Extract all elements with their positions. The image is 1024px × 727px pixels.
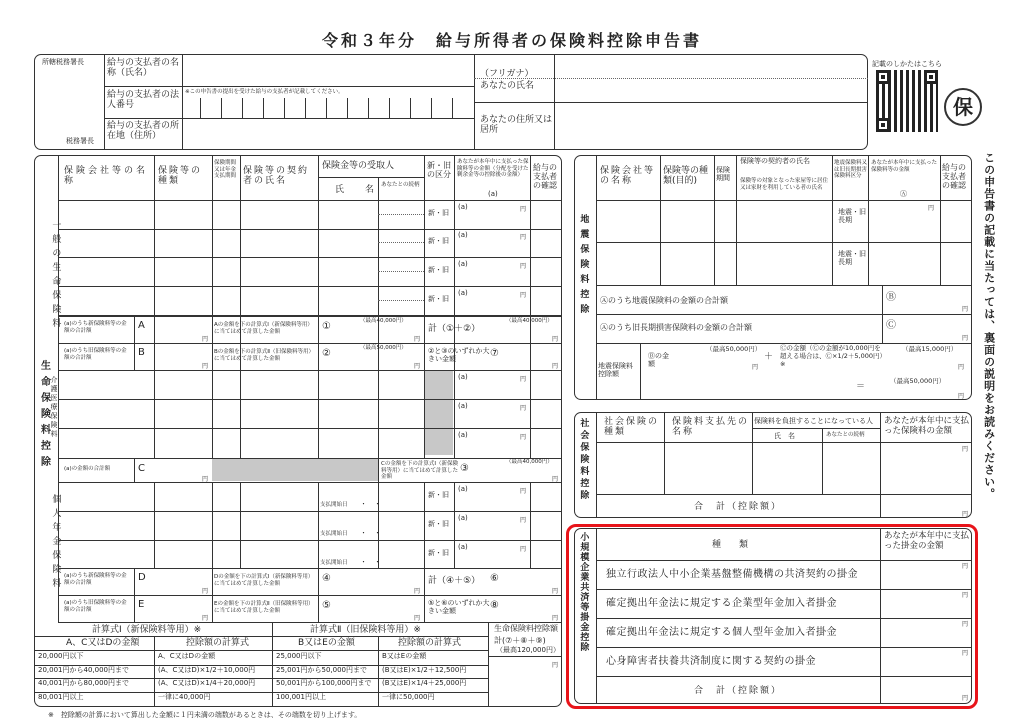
max-40000-1: （最高40,000円） bbox=[360, 318, 407, 324]
calc-ii-range: 25,000円以下 bbox=[276, 652, 322, 660]
max-50000-2: （最高50,000円） bbox=[360, 345, 407, 351]
side-note: この申告書の記載に当たっては、裏面の説明をお読みください。 bbox=[982, 152, 996, 500]
calc-i-head-amt: A、C又はDの金額 bbox=[66, 638, 140, 648]
pension-label: 個人年金保険料 bbox=[50, 494, 61, 592]
calc-i-range: 20,000円以下 bbox=[38, 652, 84, 660]
pension-a-mark: (a) bbox=[458, 543, 468, 551]
soc-yen: 円 bbox=[962, 446, 969, 453]
life-col-company: 保険会社等の名称 bbox=[64, 166, 149, 187]
life-col-relation: あなたとの続柄 bbox=[381, 182, 420, 188]
row-e-label: (a)のうち旧保険料等の金額の合計額 bbox=[64, 600, 127, 613]
row-c-yen: 円 bbox=[202, 476, 209, 483]
calc-ii-note-b: Bの金額を下の計算式Ⅱ（旧保険料等用）に当てはめて計算した金額 bbox=[214, 349, 314, 362]
pension-start-date: ・ ・ bbox=[360, 500, 381, 508]
pension-yen: 円 bbox=[520, 517, 527, 524]
relation-dot bbox=[378, 214, 424, 215]
life-section-label: 生命保険料控除 bbox=[38, 360, 50, 472]
care-row-divider bbox=[58, 399, 562, 400]
social-section-label: 社会保険料控除 bbox=[578, 418, 589, 502]
calc-ii-formula: 一律に50,000円 bbox=[382, 692, 435, 701]
row-a-yen: 円 bbox=[202, 336, 209, 343]
eq-row-old: Ⓐのうち旧長期損害保険料の金額の合計額 bbox=[600, 323, 752, 332]
calc-ii-formula: (B又はE)×1/2＋12,500円 bbox=[382, 665, 467, 674]
sb-row-yen: 円 bbox=[962, 592, 969, 599]
eq-final-yen: 円 bbox=[958, 393, 965, 400]
soc-col-amount: あなたが本年中に支払った保険料の金額 bbox=[884, 416, 970, 436]
pension-yen: 円 bbox=[520, 488, 527, 495]
life-col-recipient: 保険金等の受取人 bbox=[322, 161, 395, 171]
pension-col-line bbox=[212, 482, 213, 568]
sb-row-divider bbox=[596, 560, 972, 561]
pension-row-divider bbox=[58, 540, 562, 541]
eq-col-contractor: 保険等の契約者の氏名 bbox=[740, 157, 810, 165]
qr-code[interactable] bbox=[876, 70, 938, 132]
calc-i-formula: A、C又はDの金額 bbox=[158, 652, 216, 660]
life-row-divider bbox=[58, 315, 562, 316]
sb-col-amount: あなたが本年中に支払った掛金の金額 bbox=[884, 531, 970, 551]
eq-col-period: 保険期間 bbox=[716, 166, 730, 183]
eq-col-company: 保険会社等の名称 bbox=[600, 166, 656, 187]
calc-d-note: Dの金額を下の計算式Ⅰ（新保険料等用）に当てはめて計算した金額 bbox=[214, 574, 314, 587]
row-d-label: (a)のうち新保険料等の金額の合計額 bbox=[64, 573, 127, 586]
care-row-divider bbox=[58, 428, 562, 429]
life-newold: 新・旧 bbox=[428, 295, 449, 303]
your-name-label: あなたの氏名 bbox=[480, 81, 535, 91]
max-40000-sum: （最高40,000円） bbox=[506, 318, 553, 324]
bigger-of-5-6: ⑤と⑥のいずれか大きい金額 bbox=[428, 599, 490, 616]
circle-5: ⑤ bbox=[322, 600, 331, 611]
circle-3: ③ bbox=[460, 463, 469, 474]
life-col-amount-a: (a) bbox=[488, 190, 498, 198]
eq-b2-yen: 円 bbox=[752, 364, 759, 371]
eq-col-kind: 地震保険料又は旧長期損害保険料区分 bbox=[834, 160, 868, 180]
pension-newold: 新・旧 bbox=[428, 549, 449, 557]
sb-row-divider bbox=[596, 647, 972, 648]
payer-number-digit-box[interactable] bbox=[263, 98, 264, 118]
life-col-recipient-name: 氏 名 bbox=[335, 185, 381, 195]
pension-newold: 新・旧 bbox=[428, 520, 449, 528]
sb-row-yen: 円 bbox=[962, 621, 969, 628]
shaded-c bbox=[212, 459, 378, 481]
payer-number-digit-box[interactable] bbox=[326, 98, 327, 118]
sum-4-5: 計（④＋⑤） bbox=[428, 576, 481, 586]
max-40000-3: （最高40,000円） bbox=[506, 459, 553, 465]
circle-6: ⑥ bbox=[490, 573, 499, 584]
calc-i-range: 80,001円以上 bbox=[38, 692, 84, 701]
bigger-of-2-3: ②と③のいずれか大きい金額 bbox=[428, 347, 490, 364]
eq-b-yen: 円 bbox=[962, 306, 969, 313]
calc-ii-head-amt: B又はEの金額 bbox=[298, 638, 355, 648]
shaded-care bbox=[425, 371, 453, 455]
care-yen: 円 bbox=[520, 405, 527, 412]
row-e-yen: 円 bbox=[202, 615, 209, 622]
relation-dot bbox=[378, 300, 424, 301]
small-business-label: 小規模企業共済等掛金控除 bbox=[578, 532, 589, 652]
life-a-mark: (a) bbox=[458, 289, 468, 297]
life-col-type: 保険等の種類 bbox=[158, 166, 203, 187]
pension-start-label: 支払開始日 bbox=[320, 502, 348, 508]
tax-office-suffix: 税務署長 bbox=[66, 137, 94, 145]
row-a-label: (a)のうち新保険料等の金額の合計額 bbox=[64, 321, 127, 334]
pension-start-label: 支払開始日 bbox=[320, 531, 348, 537]
pension-col-line bbox=[318, 482, 319, 568]
earthquake-section-label: 地震保険料控除 bbox=[578, 214, 589, 319]
payer-name-label: 給与の支払者の名称（氏名） bbox=[107, 58, 180, 79]
sb-row-label: 確定拠出年金法に規定する個人型年金加入者掛金 bbox=[606, 627, 837, 638]
life-yen: 円 bbox=[520, 292, 527, 299]
payer-number-digit-box[interactable] bbox=[242, 98, 243, 118]
calc-i-formula: (A、C又はD)×1/4＋20,000円 bbox=[158, 679, 256, 687]
calc-ii-range: 50,001円から100,000円まで bbox=[276, 679, 372, 687]
soc-total-yen: 円 bbox=[962, 511, 969, 518]
pension-newold: 新・旧 bbox=[428, 491, 449, 499]
life-row-divider bbox=[58, 229, 562, 230]
sb-row-label: 独立行政法人中小企業基盤整備機構の共済契約の掛金 bbox=[606, 569, 858, 580]
circle-2: ② bbox=[322, 348, 331, 359]
pension-col-line bbox=[424, 482, 425, 568]
life-a-mark: (a) bbox=[458, 260, 468, 268]
eq-b-mark: Ⓑ bbox=[886, 292, 896, 303]
eq-c-yen: 円 bbox=[962, 335, 969, 342]
calc-i-formula: (A、C又はD)×1/2＋10,000円 bbox=[158, 665, 256, 674]
sb-row-yen: 円 bbox=[962, 563, 969, 570]
pension-col-line bbox=[378, 482, 379, 568]
life-col-amount: あなたが本年中に支払った保険料等の金額（分配を受けた剰余金等の控除後の金額） bbox=[457, 159, 529, 179]
payer-address-label: 給与の支払者の所在地（住所） bbox=[107, 121, 180, 142]
life-col-contractor: 保険等の契約者の氏名 bbox=[243, 166, 310, 187]
highlight-box bbox=[566, 524, 978, 709]
pension-col-line bbox=[454, 482, 455, 568]
pension-a-mark: (a) bbox=[458, 485, 468, 493]
pension-start-date: ・ ・ bbox=[360, 529, 381, 537]
payer-number-digit-box[interactable] bbox=[431, 98, 432, 118]
yen-7: 円 bbox=[552, 363, 559, 370]
payer-number-digit-box[interactable] bbox=[347, 98, 348, 118]
life-row-divider bbox=[58, 286, 562, 287]
eq-final-max: （最高50,000円） bbox=[890, 377, 946, 385]
eq-c-amount: Ⓒの金額（Ⓒの金額が10,000円を超える場合は、Ⓒ×1/2＋5,000円）※ bbox=[780, 344, 883, 368]
payer-number-digit-box[interactable] bbox=[410, 98, 411, 118]
payer-number-note: ※この申告書の提出を受けた給与の支払者が記載してください。 bbox=[185, 89, 344, 95]
sb-total-yen: 円 bbox=[962, 695, 969, 702]
calc-i-title: 計算式Ⅰ（新保険料等用）※ bbox=[92, 625, 202, 635]
payer-number-label: 給与の支払者の法人番号 bbox=[107, 90, 180, 111]
sb-row-divider bbox=[596, 676, 972, 677]
calc-i-range: 40,001円から80,000円まで bbox=[38, 679, 129, 687]
life-yen: 円 bbox=[520, 206, 527, 213]
eq-kind-2: 地震・旧長期 bbox=[838, 250, 866, 267]
qr-caption: 記載のしかたはこちら bbox=[872, 60, 942, 68]
life-total-label: 生命保険料控除額 bbox=[494, 624, 558, 633]
furigana-label: （フリガナ） bbox=[480, 69, 534, 79]
calc-ii-formula: (B又はE)×1/4＋25,000円 bbox=[382, 679, 467, 687]
soc-col-payee: 保険料支払先の名称 bbox=[672, 417, 750, 438]
yen-8: 円 bbox=[552, 615, 559, 622]
circle-1: ① bbox=[322, 321, 331, 332]
soc-col-type: 社会保険の種類 bbox=[604, 417, 660, 438]
calc-footnote: ※ 控除額の計算において算出した金額に１円未満の端数があるときは、その端数を切り上げます。 bbox=[48, 711, 362, 719]
calc-i-formula: 一律に40,000円 bbox=[158, 692, 211, 701]
life-a-mark: (a) bbox=[458, 203, 468, 211]
life-yen: 円 bbox=[520, 263, 527, 270]
eq-row-quake: Ⓐのうち地震保険料の金額の合計額 bbox=[600, 296, 728, 305]
row-c-label: (a)の金額の合計額 bbox=[64, 466, 111, 472]
calc-ii-range: 25,001円から50,000円まで bbox=[276, 665, 367, 674]
payer-number-digit-box[interactable] bbox=[452, 98, 453, 118]
eq-deduct-label: 地震保険料控除額 bbox=[598, 362, 633, 379]
payer-number-digit-box[interactable] bbox=[284, 98, 285, 118]
yen-3: 円 bbox=[552, 476, 559, 483]
care-medical-label: 介護医療保険料 bbox=[50, 376, 59, 439]
pension-col-line bbox=[530, 482, 531, 568]
life-newold: 新・旧 bbox=[428, 266, 449, 274]
yen-6: 円 bbox=[552, 588, 559, 595]
eq-plus: ＋ bbox=[764, 352, 774, 362]
pension-a-mark: (a) bbox=[458, 514, 468, 522]
soc-total: 合 計（控除額） bbox=[694, 502, 783, 512]
stamp-ho: 保 bbox=[944, 88, 982, 126]
life-total-yen: 円 bbox=[552, 662, 559, 669]
sb-row-yen: 円 bbox=[962, 650, 969, 657]
your-address-label: あなたの住所又は居所 bbox=[480, 115, 553, 136]
row-e-letter: E bbox=[138, 599, 145, 610]
payer-number-digit-box[interactable] bbox=[200, 98, 201, 118]
pension-col-line bbox=[240, 482, 241, 568]
row-d-letter: D bbox=[138, 572, 146, 583]
relation-dot bbox=[378, 271, 424, 272]
care-yen: 円 bbox=[520, 434, 527, 441]
calc-ii-title: 計算式Ⅱ（旧保険料等用）※ bbox=[310, 625, 421, 635]
sb-row-divider bbox=[596, 589, 972, 590]
eq-max-50000: （最高50,000円） bbox=[706, 345, 762, 353]
payer-number-digit-box[interactable] bbox=[305, 98, 306, 118]
calc-ii-range: 100,001円以上 bbox=[276, 692, 326, 701]
calc-e-note: Eの金額を下の計算式Ⅱ（旧保険料等用）に当てはめて計算した金額 bbox=[214, 601, 314, 614]
eq-col-target: 保険等の対象となった家屋等に居住又は家財を利用している者の氏名 bbox=[740, 178, 829, 191]
circle-4: ④ bbox=[322, 573, 331, 584]
yen-1: 円 bbox=[414, 336, 421, 343]
eq-equals: ＝ bbox=[856, 382, 866, 392]
soc-col-bearer: 保険料を負担することになっている人 bbox=[754, 417, 873, 425]
eq-col-amount: あなたが本年中に支払った保険料等の金額 bbox=[871, 160, 938, 173]
pension-yen: 円 bbox=[520, 546, 527, 553]
row-d-yen: 円 bbox=[202, 588, 209, 595]
yen-5: 円 bbox=[414, 615, 421, 622]
care-a-mark: (a) bbox=[458, 431, 468, 439]
calc-i-range: 20,001円から40,000円まで bbox=[38, 665, 129, 674]
row-b-label: (a)のうち旧保険料等の金額の合計額 bbox=[64, 348, 127, 361]
page-title: 令和３年分 給与所得者の保険料控除申告書 bbox=[321, 31, 702, 50]
circle-8: ⑧ bbox=[490, 600, 499, 611]
row-b-yen: 円 bbox=[202, 363, 209, 370]
life-total-max: （最高120,000円） bbox=[496, 646, 560, 654]
life-newold: 新・旧 bbox=[428, 237, 449, 245]
pension-row-divider bbox=[58, 511, 562, 512]
calc-ii-formula: B又はEの金額 bbox=[382, 652, 427, 660]
payer-number-digit-box[interactable] bbox=[221, 98, 222, 118]
payer-number-digit-box[interactable] bbox=[389, 98, 390, 118]
calc-c-note: Cの金額を下の計算式Ⅰ（新保険料等用）に当てはめて計算した金額 bbox=[381, 461, 459, 481]
sb-row-label: 確定拠出年金法に規定する企業型年金加入者掛金 bbox=[606, 598, 837, 609]
relation-dot bbox=[378, 242, 424, 243]
row-c-letter: C bbox=[138, 463, 145, 474]
general-life-label: 一般の生命保険料 bbox=[50, 220, 61, 332]
life-col-period: 保険期間又は年金支払期間 bbox=[214, 160, 237, 180]
sb-row-label: 心身障害者扶養共済制度に関する契約の掛金 bbox=[606, 656, 816, 667]
eq-max-15000: （最高15,000円） bbox=[902, 345, 958, 353]
calc-i-note-a: Aの金額を下の計算式Ⅰ（新保険料等用）に当てはめて計算した金額 bbox=[214, 322, 313, 335]
life-a-mark: (a) bbox=[458, 231, 468, 239]
circle-7: ⑦ bbox=[490, 348, 499, 359]
eq-kind-1: 地震・旧長期 bbox=[838, 208, 866, 225]
sb-col-kind: 種 類 bbox=[712, 540, 749, 550]
payer-number-digit-box[interactable] bbox=[368, 98, 369, 118]
sb-row-divider bbox=[596, 618, 972, 619]
life-yen: 円 bbox=[520, 234, 527, 241]
life-total-formula: 計(⑦＋⑧＋⑨) bbox=[494, 636, 546, 645]
life-col-newold: 新・旧の区分 bbox=[427, 161, 451, 180]
care-yen: 円 bbox=[520, 376, 527, 383]
pension-col-line bbox=[154, 482, 155, 568]
sum-1-2: 計（①＋②） bbox=[428, 324, 481, 334]
care-a-mark: (a) bbox=[458, 373, 468, 381]
eq-col-payer: 給与の支払者の確認 bbox=[942, 163, 966, 191]
eq-b-amount: Ⓑの金額 bbox=[648, 352, 669, 369]
calc-ii-head-formula: 控除額の計算式 bbox=[398, 638, 462, 648]
calc-i-head-formula: 控除額の計算式 bbox=[186, 638, 250, 648]
pension-start-date: ・ ・ bbox=[360, 558, 381, 566]
row-b-letter: B bbox=[138, 347, 145, 358]
soc-col-relation: あなたとの続柄 bbox=[826, 432, 865, 438]
eq-col-amount-a: Ⓐ bbox=[900, 190, 907, 198]
yen-4: 円 bbox=[414, 588, 421, 595]
yen-sum12: 円 bbox=[552, 336, 559, 343]
care-a-mark: (a) bbox=[458, 402, 468, 410]
life-col-payer: 給与の支払者の確認 bbox=[533, 163, 557, 191]
row-a-letter: A bbox=[138, 320, 145, 331]
eq-c2-yen: 円 bbox=[958, 364, 965, 371]
eq-yen-1: 円 bbox=[928, 205, 935, 212]
sb-total: 合 計（控除額） bbox=[694, 686, 783, 696]
eq-c-mark: Ⓒ bbox=[886, 320, 896, 331]
eq-col-type: 保険等の種類(目的) bbox=[663, 166, 709, 187]
life-row-divider bbox=[58, 257, 562, 258]
pension-start-label: 支払開始日 bbox=[320, 560, 348, 566]
yen-2: 円 bbox=[414, 363, 421, 370]
life-newold: 新・旧 bbox=[428, 209, 449, 217]
tax-office-label: 所轄税務署長 bbox=[42, 58, 84, 66]
soc-col-name: 氏 名 bbox=[774, 432, 795, 440]
